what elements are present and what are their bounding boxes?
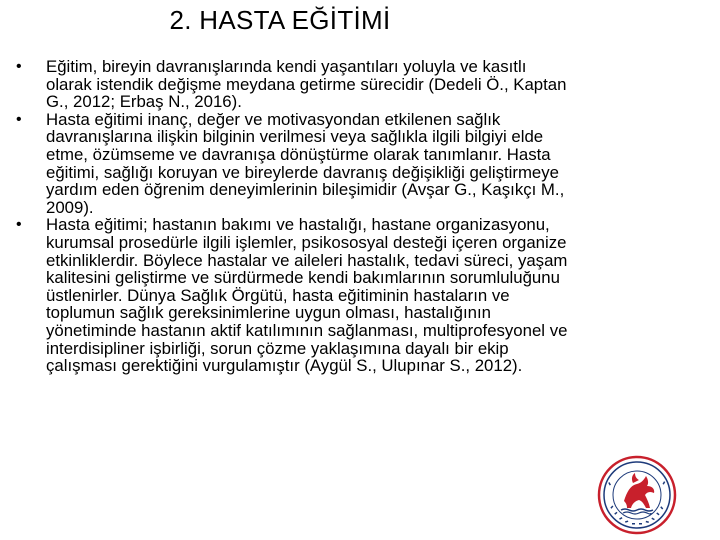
bullet-icon: •: [16, 216, 22, 234]
university-seal-icon: [597, 455, 677, 535]
list-item: [12, 216, 574, 374]
bullet-icon: •: [16, 58, 22, 75]
list-item: [12, 111, 574, 217]
bullet-list: [12, 58, 574, 375]
bullet-icon: •: [16, 110, 22, 128]
bullet-text: Hasta eğitimi; hastanın bakımı ve hastalığı, hastane organizasyonu, kurumsal prosedürle ilgili işlemler, psikososyal desteği içeren organize etkinliklerdir. Böylece hastalar ve aileleri hastalık, tedavi süreci, yaşam kalitesini geliştirme ve sürdürmede kendi bakımlarının sorumluluğunu üstlenirler. Dünya Sağlık Örgütü, hasta eğitiminin hastaların ve toplumun sağlık gereksinimlerine uygun olması, hastalığının yönetiminde hastanın aktif katılımının sağlanması, multiprofesyonel ve interdisipliner işbirliği, sorun çözme yaklaşımına dayalı bir ekip çalışması gerektiğini vurgulamıştır (Aygül S., Ulupınar S., 2012).: [46, 215, 568, 376]
bullet-text: Hasta eğitimi inanç, değer ve motivasyondan etkilenen sağlık davranışlarına ilişkin bilginin verilmesi veya sağlıkla ilgili bilgiyi elde etme, özümseme ve davranışa dönüştürme olarak tanımlanır. Hasta eğitimi, sağlığı koruyan ve bireylerde davranış değişikliği geliştirmeye yardım eden öğrenim deneyimlerinin bileşimidir (Avşar G., Kaşıkçı M., 2009).: [46, 109, 565, 217]
page-title: 2. HASTA EĞİTİMİ: [169, 5, 391, 35]
list-item: [12, 58, 574, 111]
bullet-text: Eğitim, bireyin davranışlarında kendi yaşantıları yoluyla ve kasıtlı olarak istendik değişme meydana getirme sürecidir (Dedeli Ö., Kaptan G., 2012; Erbaş N., 2016).: [46, 57, 567, 112]
